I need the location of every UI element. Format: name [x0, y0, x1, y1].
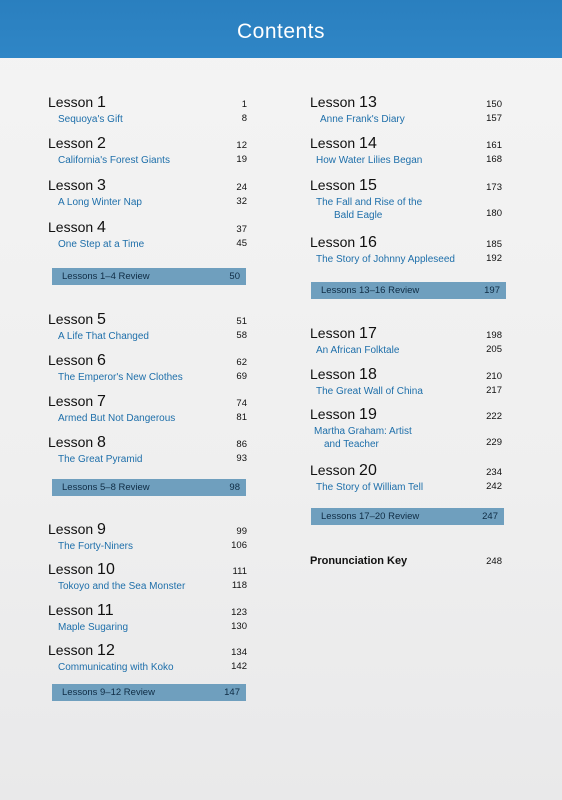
lesson-label: Lesson — [48, 602, 94, 618]
page-number: 168 — [486, 154, 502, 165]
lesson-subtitle: The Great Pyramid — [58, 454, 143, 465]
lesson-subtitle-line: Bald Eagle — [334, 210, 383, 221]
lesson-entry — [48, 219, 247, 259]
right-column-group-2 — [310, 325, 502, 502]
lesson-number: 13 — [359, 94, 377, 111]
lesson-subtitle: A Life That Changed — [58, 331, 149, 342]
lesson-subtitle: Communicating with Koko — [58, 662, 174, 673]
lesson-subtitle-line: and Teacher — [324, 439, 379, 450]
lesson-subtitle: Anne Frank's Diary — [320, 114, 405, 125]
page-number: 118 — [231, 580, 247, 591]
review-bar — [311, 282, 506, 299]
lesson-entry — [48, 434, 247, 474]
lesson-label: Lesson — [310, 462, 356, 478]
lesson-subtitle: The Story of William Tell — [316, 482, 424, 493]
lesson-label: Lesson — [310, 406, 356, 422]
page-number: 111 — [232, 566, 247, 577]
lesson-subtitle: One Step at a Time — [58, 239, 145, 250]
page-number: 234 — [486, 467, 502, 478]
page-number: 217 — [486, 385, 502, 396]
page-number: 12 — [236, 140, 247, 151]
lesson-number: 17 — [359, 325, 377, 342]
review-bar — [52, 479, 246, 496]
lesson-entry — [48, 94, 247, 135]
lesson-number: 5 — [97, 311, 106, 328]
lesson-subtitle: The Story of Johnny Appleseed — [316, 254, 455, 265]
page-number: 222 — [486, 411, 502, 422]
lesson-entry — [48, 561, 247, 602]
page-number: 58 — [236, 330, 247, 341]
page-number: 93 — [236, 453, 247, 464]
lesson-number: 16 — [359, 234, 377, 251]
lesson-label: Lesson — [48, 311, 94, 327]
lesson-subtitle: A Long Winter Nap — [58, 197, 142, 208]
lesson-subtitle: How Water Lilies Began — [316, 155, 423, 166]
lesson-number: 10 — [97, 561, 115, 578]
review-bar — [311, 508, 504, 525]
page-number: 242 — [486, 481, 502, 492]
lesson-subtitle: California's Forest Giants — [58, 155, 170, 166]
page-number: 123 — [231, 607, 247, 618]
page-number: 1 — [241, 99, 247, 110]
lesson-label: Lesson — [48, 521, 94, 537]
lesson-entry — [48, 135, 247, 177]
review-label: Lessons 13–16 Review — [321, 285, 420, 296]
lesson-label: Lesson — [310, 135, 356, 151]
page-number: 74 — [236, 398, 247, 409]
page-number: 99 — [236, 526, 247, 537]
review-bar — [52, 268, 246, 285]
page-number: 24 — [236, 182, 247, 193]
lesson-label: Lesson — [310, 366, 356, 382]
lesson-label: Lesson — [310, 325, 356, 341]
page-number: 134 — [231, 647, 247, 658]
lesson-label: Lesson — [48, 135, 94, 151]
lesson-entry — [48, 393, 247, 434]
page-number: 185 — [486, 239, 502, 250]
lesson-number: 12 — [97, 642, 115, 659]
lesson-number: 20 — [359, 462, 377, 479]
lesson-label: Lesson — [310, 234, 356, 250]
lesson-entry — [310, 366, 502, 406]
page-number: 247 — [482, 511, 498, 522]
lesson-entry — [310, 462, 502, 502]
page-number: 45 — [236, 238, 247, 249]
lesson-label: Lesson — [48, 219, 94, 235]
page-number: 86 — [236, 439, 247, 450]
left-column-group-2 — [48, 311, 247, 474]
page-number: 205 — [486, 344, 502, 355]
lesson-entry — [310, 94, 502, 135]
lesson-label: Lesson — [48, 352, 94, 368]
page-number: 147 — [224, 687, 240, 698]
header-band — [0, 0, 562, 58]
page-number: 157 — [486, 113, 502, 124]
lesson-subtitle: Sequoya's Gift — [58, 114, 123, 125]
lesson-label: Lesson — [48, 642, 94, 658]
lesson-entry — [48, 521, 247, 561]
page-number: 32 — [236, 196, 247, 207]
lesson-number: 18 — [359, 366, 377, 383]
lesson-entry — [48, 642, 247, 682]
lesson-entry — [310, 325, 502, 366]
lesson-subtitle: Maple Sugaring — [58, 622, 129, 633]
review-label: Lessons 9–12 Review — [62, 687, 155, 698]
page-number: 173 — [486, 182, 502, 193]
page-number: 180 — [486, 208, 502, 219]
lesson-subtitle: The Forty-Niners — [58, 541, 134, 552]
lesson-number: 19 — [359, 406, 377, 423]
page-number: 197 — [484, 285, 500, 296]
page-number: 62 — [236, 357, 247, 368]
lesson-entry — [48, 311, 247, 352]
lesson-number: 11 — [97, 602, 114, 619]
lesson-label: Lesson — [310, 94, 356, 110]
pronunciation-key-label: Pronunciation Key — [310, 555, 408, 567]
lesson-label: Lesson — [48, 434, 94, 450]
right-column — [310, 94, 502, 274]
lesson-subtitle: Tokoyo and the Sea Monster — [58, 581, 186, 592]
lesson-subtitle: The Emperor's New Clothes — [58, 372, 183, 383]
lesson-label: Lesson — [48, 561, 94, 577]
page-number: 51 — [236, 316, 247, 327]
lesson-number: 15 — [359, 177, 377, 194]
page-number: 106 — [231, 540, 247, 551]
lesson-number: 4 — [97, 219, 106, 236]
page-number: 19 — [236, 154, 247, 165]
lesson-subtitle: The Great Wall of China — [316, 386, 423, 397]
page-number: 81 — [236, 412, 247, 423]
lesson-label: Lesson — [48, 94, 94, 110]
page-number: 248 — [486, 556, 502, 567]
lesson-subtitle — [310, 196, 422, 222]
lesson-subtitle: An African Folktale — [316, 345, 400, 356]
page-number: 50 — [229, 271, 240, 282]
page-number: 150 — [486, 99, 502, 110]
review-label: Lessons 17–20 Review — [321, 511, 420, 522]
page-number: 161 — [486, 140, 502, 151]
page-number: 198 — [486, 330, 502, 341]
lesson-label: Lesson — [48, 177, 94, 193]
lesson-number: 9 — [97, 521, 106, 538]
review-label: Lessons 1–4 Review — [62, 271, 150, 282]
lesson-number: 1 — [97, 94, 106, 111]
pronunciation-key-entry — [310, 555, 502, 567]
page-number: 210 — [486, 371, 502, 382]
left-column — [48, 94, 247, 259]
lesson-subtitle-line: The Fall and Rise of the — [316, 197, 423, 208]
lesson-number: 2 — [97, 135, 106, 152]
page-title: Contents — [236, 20, 326, 43]
lesson-entry — [310, 177, 502, 234]
page-number: 192 — [486, 253, 502, 264]
lesson-label: Lesson — [310, 177, 356, 193]
page-number: 98 — [229, 482, 240, 493]
lesson-number: 7 — [97, 393, 106, 410]
lesson-subtitle-line: Martha Graham: Artist — [314, 426, 412, 437]
lesson-number: 14 — [359, 135, 377, 152]
page-number: 130 — [231, 621, 247, 632]
page-number: 229 — [486, 437, 502, 448]
lesson-heading — [48, 94, 106, 112]
lesson-subtitle: Armed But Not Dangerous — [58, 413, 176, 424]
lesson-entry — [48, 177, 247, 219]
left-column-group-3 — [48, 521, 247, 682]
lesson-entry — [48, 602, 247, 642]
lesson-number: 8 — [97, 434, 106, 451]
lesson-subtitle — [310, 425, 412, 451]
page-number: 142 — [231, 661, 247, 672]
review-label: Lessons 5–8 Review — [62, 482, 150, 493]
page-number: 37 — [236, 224, 247, 235]
review-bar — [52, 684, 246, 701]
lesson-entry — [310, 234, 502, 274]
lesson-entry — [310, 135, 502, 177]
lesson-number: 3 — [97, 177, 106, 194]
lesson-label: Lesson — [48, 393, 94, 409]
lesson-entry — [48, 352, 247, 393]
lesson-number: 6 — [97, 352, 106, 369]
page-number: 8 — [241, 113, 247, 124]
page-number: 69 — [236, 371, 247, 382]
lesson-entry — [310, 406, 502, 462]
